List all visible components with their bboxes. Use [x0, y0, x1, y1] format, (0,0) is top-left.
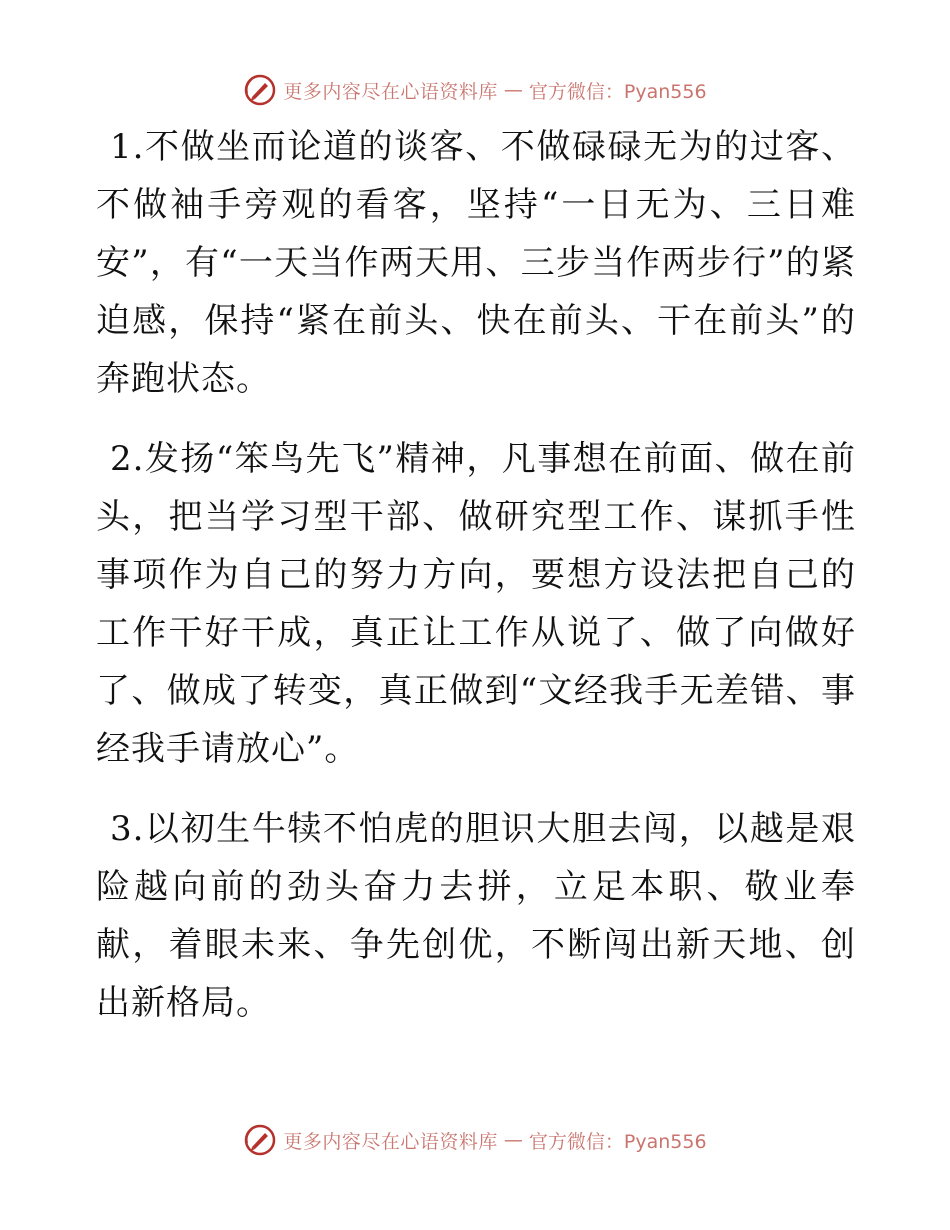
document-body [96, 118, 856, 1054]
paragraph-1 [96, 118, 856, 408]
footer-banner-text: 更多内容尽在心语资料库 [283, 1130, 498, 1153]
paragraph-3 [96, 800, 856, 1032]
footer-banner-dash: — [503, 1129, 523, 1151]
paragraph-text: 不做坐而论道的谈客、不做碌碌无为的过客、不做袖手旁观的看客，坚持“一日无为、三日难安”，有“一天当作两天用、三步当作两步行”的紧迫感，保持“紧在前头、快在前头、干在前头”的奔跑状态。 [96, 127, 856, 399]
header-wechat-text: 官方微信：Pyan556 [528, 80, 707, 103]
paragraph-number: 2. [110, 439, 145, 479]
pen-nib-logo-icon [243, 73, 277, 107]
paragraph-text: 发扬“笨鸟先飞”精神，凡事想在前面、做在前头，把当学习型干部、做研究型工作、谋抓手性事项作为自己的努力方向，要想方设法把自己的工作干好干成，真正让工作从说了、做了向做好了、做成了转变，真正做到“文经我手无差错、事经我手请放心”。 [96, 439, 856, 769]
footer-wechat-text: 官方微信：Pyan556 [528, 1130, 707, 1153]
paragraph-number: 1. [110, 127, 145, 167]
paragraph-number: 3. [110, 809, 145, 849]
paragraph-text: 以初生牛犊不怕虎的胆识大胆去闯，以越是艰险越向前的劲头奋力去拼，立足本职、敬业奉献，着眼未来、争先创优，不断闯出新天地、创出新格局。 [96, 809, 856, 1023]
header-banner-dash: — [503, 79, 523, 101]
footer-watermark-inner [243, 1123, 706, 1157]
paragraph-2 [96, 430, 856, 778]
header-banner-text: 更多内容尽在心语资料库 [283, 80, 498, 103]
footer-watermark [0, 1120, 950, 1160]
pen-nib-logo-icon [243, 1123, 277, 1157]
header-watermark [0, 70, 950, 110]
header-watermark-inner [243, 73, 706, 107]
